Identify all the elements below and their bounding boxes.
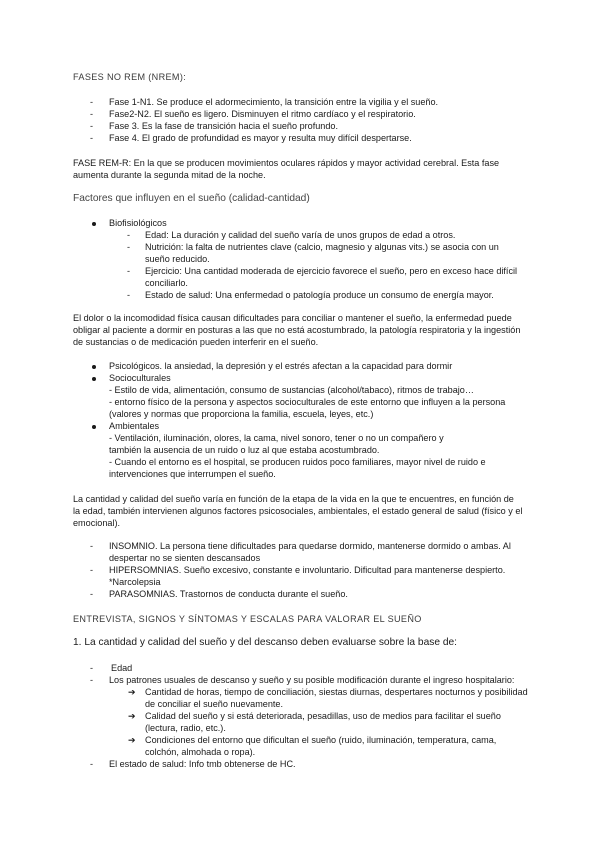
- list-dash: -: [90, 663, 94, 673]
- arrow-icon: ➔: [128, 687, 136, 697]
- disorder-item: HIPERSOMNIAS. Sueño excesivo, constante e involuntario. Dificultad para mantenerse despierto.: [109, 565, 506, 575]
- cantidad-paragraph-line: la edad, también intervienen algunos factores psicosociales, ambientales, el estado general de salud (físico y el: [73, 506, 523, 516]
- list-item: Fase 3. Es la fase de transición hacia el sueño profundo.: [109, 121, 338, 131]
- factor-line: también la ausencia de un ruido o luz al que estaba acostumbrado.: [109, 445, 380, 455]
- factor-label: Socioculturales: [109, 373, 171, 383]
- cantidad-paragraph-line: La cantidad y calidad del sueño varía en función de la etapa de la vida en la que te encuentres, en función de: [73, 494, 514, 504]
- list-item: Fase2-N2. El sueño es ligero. Disminuyen el ritmo cardíaco y el respiratorio.: [109, 109, 416, 119]
- factor-line: - entorno físico de la persona y aspectos socioculturales de este entorno que influyen a la persona: [109, 397, 506, 407]
- eval-item-patrones: Los patrones usuales de descanso y sueño y su posible modificación durante el ingreso hospitalario:: [109, 675, 515, 685]
- dolor-paragraph-line: obligar al paciente a dormir en posturas a las que no está acostumbrado, la patología respiratoria y la ingestión: [73, 325, 521, 335]
- factor-line: - Estilo de vida, alimentación, consumo de sustancias (alcohol/tabaco), ritmos de trabajo…: [109, 385, 474, 395]
- arrow-item-cont: colchón, almohada o ropa).: [145, 747, 256, 757]
- nrem-heading: FASES NO REM (NREM):: [73, 72, 187, 82]
- dolor-paragraph-line: El dolor o la incomodidad física causan dificultades para conciliar o mantener el sueño, la enfermedad puede: [73, 313, 512, 323]
- list-dash: -: [127, 290, 131, 300]
- list-dash: -: [127, 230, 131, 240]
- list-dash: -: [90, 675, 94, 685]
- biofisiologicos-label: Biofisiológicos: [109, 218, 167, 228]
- list-dash: -: [127, 242, 131, 252]
- factor-line: (valores y normas que proporciona la familia, escuela, leyes, etc.): [109, 409, 374, 419]
- eval-item-estado-salud: El estado de salud: Info tmb obtenerse de HC.: [109, 759, 296, 769]
- arrow-icon: ➔: [128, 711, 136, 721]
- list-item: Fase 4. El grado de profundidad es mayor y resulta muy difícil despertarse.: [109, 133, 412, 143]
- bullet-icon: [92, 365, 96, 369]
- arrow-icon: ➔: [128, 735, 136, 745]
- factor-label: Psicológicos. la ansiedad, la depresión y el estrés afectan a la capacidad para dormir: [109, 361, 453, 371]
- bullet-icon: [92, 425, 96, 429]
- sub-item: Edad: La duración y calidad del sueño varía de unos grupos de edad a otros.: [145, 230, 456, 240]
- point-1: 1. La cantidad y calidad del sueño y del descanso deben evaluarse sobre la base de:: [73, 637, 457, 648]
- arrow-item-cont: de conciliar el sueño nuevamente.: [145, 699, 284, 709]
- list-dash: -: [90, 109, 94, 119]
- list-dash: -: [90, 541, 94, 551]
- bullet-icon: [92, 222, 96, 226]
- sub-item: Ejercicio: Una cantidad moderada de ejercicio favorece el sueño, pero en exceso hace difícil: [145, 266, 518, 276]
- eval-item-edad: Edad: [111, 663, 133, 673]
- factor-line: intervenciones que interrumpen el sueño.: [109, 469, 276, 479]
- disorder-item-cont: despertar no se sienten descansados: [109, 553, 261, 563]
- sub-item-cont: sueño reducido.: [145, 254, 210, 264]
- arrow-item: Condiciones del entorno que dificultan el sueño (ruido, iluminación, temperatura, cama,: [145, 735, 497, 745]
- sub-item: Nutrición: la falta de nutrientes clave (calcio, magnesio y algunas vits.) se asocia con un: [145, 242, 499, 252]
- disorder-item: INSOMNIO. La persona tiene dificultades para quedarse dormido, mantenerse dormido o ambas. Al: [109, 541, 511, 551]
- dolor-paragraph-line: de sustancias o de medicación pueden interferir en el sueño.: [73, 337, 319, 347]
- bullet-icon: [92, 377, 96, 381]
- list-dash: -: [127, 266, 131, 276]
- list-dash: -: [90, 97, 94, 107]
- factor-line: - Ventilación, iluminación, olores, la cama, nivel sonoro, tener o no un compañero y: [109, 433, 444, 443]
- list-dash: -: [90, 133, 94, 143]
- disorder-item: PARASOMNIAS. Trastornos de conducta durante el sueño.: [109, 589, 348, 599]
- entrevista-heading: ENTREVISTA, SIGNOS Y SÍNTOMAS Y ESCALAS PARA VALORAR EL SUEÑO: [73, 614, 422, 624]
- arrow-item: Cantidad de horas, tiempo de conciliación, siestas diurnas, despertares nocturnos y posibilidad: [145, 687, 528, 697]
- list-dash: -: [90, 589, 94, 599]
- factor-line: - Cuando el entorno es el hospital, se producen ruidos poco familiares, mayor nivel de ruido e: [109, 457, 486, 467]
- sub-item: Estado de salud: Una enfermedad o patología produce un consumo de energía mayor.: [145, 290, 494, 300]
- factor-label: Ambientales: [109, 421, 160, 431]
- cantidad-paragraph-line: emocional).: [73, 518, 121, 528]
- rem-paragraph-line: FASE REM-R: En la que se producen movimientos oculares rápidos y mayor actividad cerebral. Esta fase: [73, 158, 500, 168]
- list-item: Fase 1-N1. Se produce el adormecimiento, la transición entre la vigilia y el sueño.: [109, 97, 439, 107]
- list-dash: -: [90, 565, 94, 575]
- arrow-item: Calidad del sueño y si está deteriorada, pesadillas, uso de medios para facilitar el sueño: [145, 711, 501, 721]
- disorder-item-cont: *Narcolepsia: [109, 577, 161, 587]
- sub-item-cont: conciliarlo.: [145, 278, 188, 288]
- arrow-item-cont: (lectura, radio, etc.).: [145, 723, 226, 733]
- factores-heading: Factores que influyen en el sueño (calidad-cantidad): [73, 193, 310, 204]
- list-dash: -: [90, 759, 94, 769]
- rem-paragraph-line: aumenta durante la segunda mitad de la noche.: [73, 170, 266, 180]
- list-dash: -: [90, 121, 94, 131]
